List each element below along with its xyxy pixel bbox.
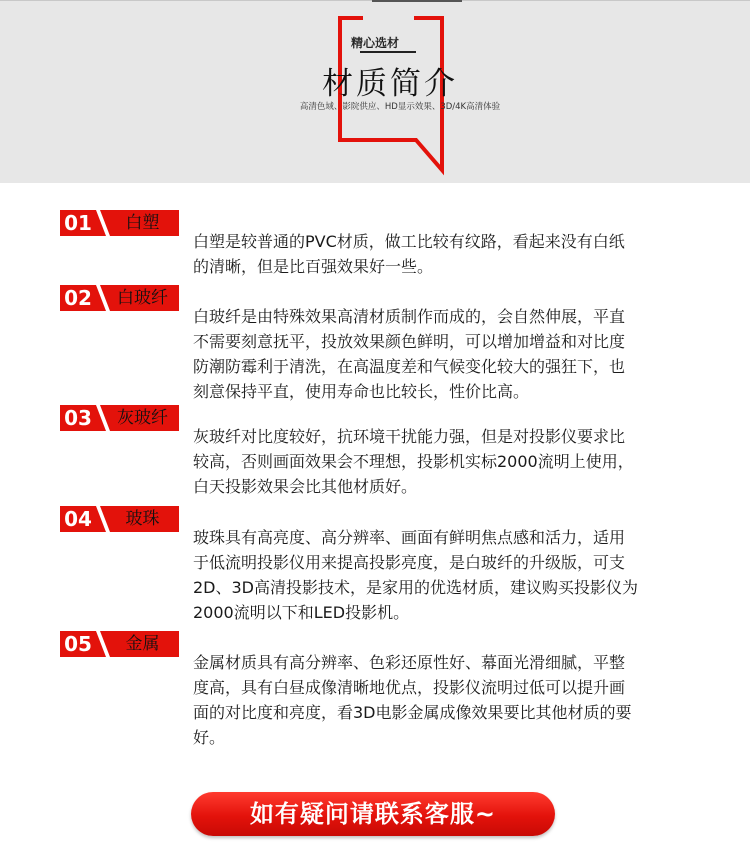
description-line: 较高，否则画面效果会不理想，投影机实标2000流明上使用， xyxy=(193,452,634,471)
material-tag xyxy=(60,631,179,657)
description-line: 防潮防霉利于清洗，在高温度差和气候变化较大的强狂下，也 xyxy=(193,357,626,376)
material-description xyxy=(193,424,688,499)
material-tag xyxy=(60,506,179,532)
page-title: 材质简介 xyxy=(322,66,458,102)
material-number: 02 xyxy=(64,286,92,310)
material-name: 白玻纤 xyxy=(117,288,168,308)
contact-support-button[interactable]: 如有疑问请联系客服~ xyxy=(191,792,555,836)
description-line: 灰玻纤对比度较好，抗环境干扰能力强，但是对投影仪要求比 xyxy=(193,427,626,446)
material-tag xyxy=(60,405,179,431)
description-line: 不需要刻意抚平，投放效果颜色鲜明，可以增加增益和对比度 xyxy=(193,332,626,351)
description-line: 金属材质具有高分辨率、色彩还原性好、幕面光滑细腻，平整 xyxy=(193,653,626,672)
material-number: 01 xyxy=(64,211,92,235)
material-tag xyxy=(60,285,179,311)
material-number: 04 xyxy=(64,507,92,531)
material-name: 金属 xyxy=(125,634,160,654)
description-line: 2D、3D高清投影技术，是家用的优选材质，建议购买投影仪为 xyxy=(193,578,639,597)
material-name: 玻珠 xyxy=(125,509,160,529)
description-line: 玻珠具有高亮度、高分辨率、画面有鲜明焦点感和活力，适用 xyxy=(193,528,626,547)
description-line: 刻意保持平直，使用寿命也比较长，性价比高。 xyxy=(193,382,530,401)
description-line: 2000流明以下和LED投影机。 xyxy=(193,603,410,622)
description-line: 白玻纤是由特殊效果高清材质制作而成的，会自然伸展，平直 xyxy=(193,307,626,326)
material-description xyxy=(193,650,688,750)
material-description xyxy=(193,525,688,625)
header-banner xyxy=(0,0,750,183)
kicker-underline xyxy=(360,51,416,53)
description-line: 度高，具有白昼成像清晰地优点，投影仪流明过低可以提升画 xyxy=(193,678,626,697)
material-description xyxy=(193,304,688,404)
material-name: 白塑 xyxy=(125,213,160,233)
description-line: 的清晰，但是比百强效果好一些。 xyxy=(193,257,434,276)
description-line: 白塑是较普通的PVC材质，做工比较有纹路，看起来没有白纸 xyxy=(193,232,625,251)
description-line: 好。 xyxy=(193,728,226,747)
material-name: 灰玻纤 xyxy=(117,408,168,428)
description-line: 面的对比度和亮度，看3D电影金属成像效果要比其他材质的要 xyxy=(193,703,632,722)
header-subtitle: 高清色域、影院供应、HD显示效果、3D/4K高清体验 xyxy=(299,102,501,112)
material-number: 05 xyxy=(64,632,92,656)
header-kicker: 精心选材 xyxy=(350,36,399,50)
material-number: 03 xyxy=(64,406,92,430)
description-line: 于低流明投影仪用来提高投影亮度，是白玻纤的升级版，可支 xyxy=(193,553,626,572)
material-description xyxy=(193,229,688,279)
description-line: 白天投影效果会比其他材质好。 xyxy=(193,477,418,496)
material-tag xyxy=(60,210,179,236)
top-accent-tick xyxy=(372,0,462,2)
